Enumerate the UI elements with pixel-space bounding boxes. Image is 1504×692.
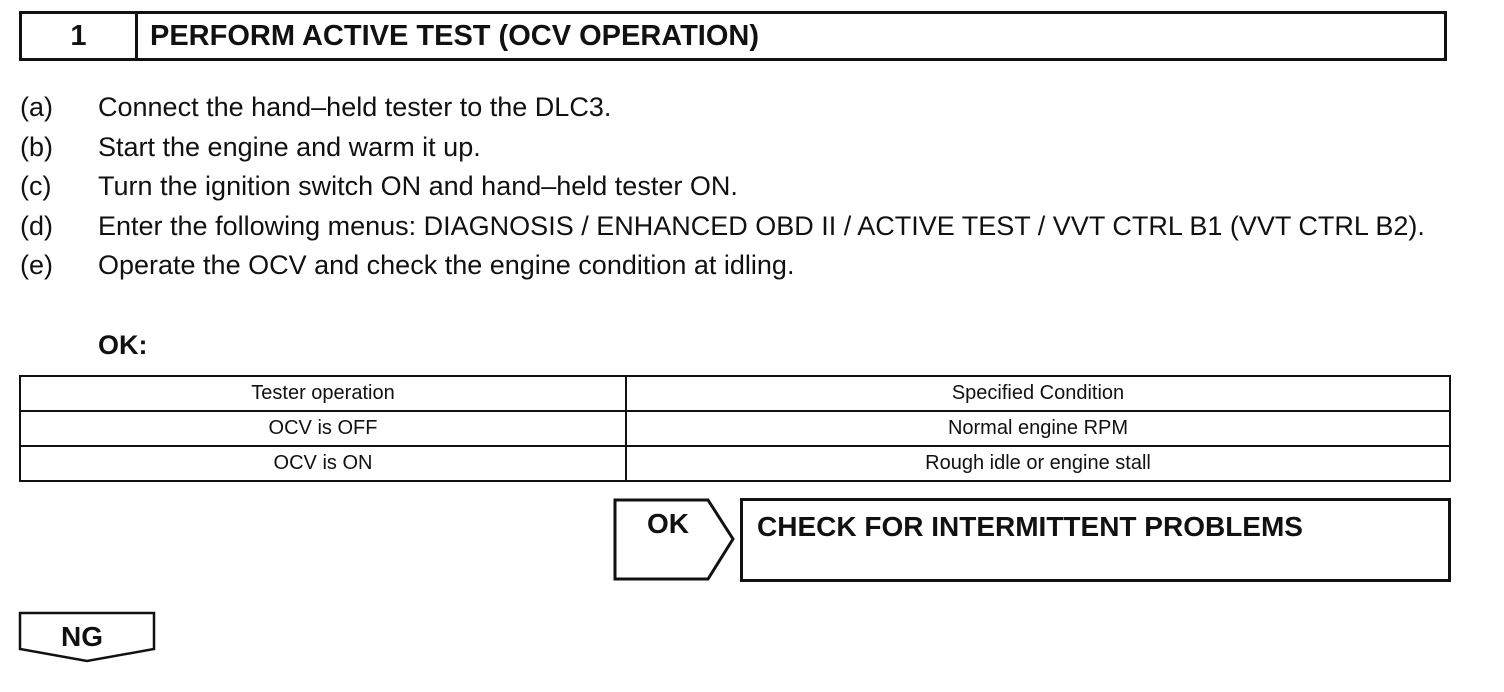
table-cell: Normal engine RPM (626, 411, 1450, 446)
step-item (20, 88, 1460, 128)
spec-table (19, 375, 1451, 482)
step-label: (d) (20, 210, 53, 241)
step-label: (a) (20, 92, 53, 122)
table-header-cell: Specified Condition (626, 376, 1450, 411)
table-cell: OCV is ON (20, 446, 626, 481)
table-header-row (20, 376, 1450, 411)
ok-result-box (740, 498, 1451, 582)
table-cell: Rough idle or engine stall (626, 446, 1450, 481)
ok-branch-label: OK (647, 508, 689, 539)
table-row (20, 446, 1450, 481)
step-text: Operate the OCV and check the engine condition at idling. (98, 250, 795, 280)
ok-criteria-label: OK: (98, 330, 148, 360)
step-label: (c) (20, 171, 52, 201)
step-text: Turn the ignition switch ON and hand–held tester ON. (98, 171, 738, 201)
step-label: (e) (20, 250, 53, 280)
procedure-steps (20, 88, 1460, 286)
step-title: PERFORM ACTIVE TEST (OCV OPERATION) (150, 19, 760, 52)
step-item (20, 128, 1460, 168)
step-text: Connect the hand–held tester to the DLC3. (98, 92, 612, 122)
ok-result-text: CHECK FOR INTERMITTENT PROBLEMS (757, 511, 1303, 542)
step-item (20, 167, 1460, 207)
step-text: Enter the following menus: DIAGNOSIS / ENHANCED OBD II / ACTIVE TEST / VVT CTRL B1 (VVT CTRL B2). (98, 210, 1425, 241)
table-row (20, 411, 1450, 446)
step-item (20, 246, 1460, 286)
step-text: Start the engine and warm it up. (98, 131, 481, 162)
step-header (19, 11, 1447, 61)
table-header-cell: Tester operation (20, 376, 626, 411)
step-number: 1 (22, 14, 138, 58)
ng-branch-label: NG (61, 621, 103, 652)
step-label: (b) (20, 131, 53, 162)
table-cell: OCV is OFF (20, 411, 626, 446)
step-item (20, 207, 1460, 247)
